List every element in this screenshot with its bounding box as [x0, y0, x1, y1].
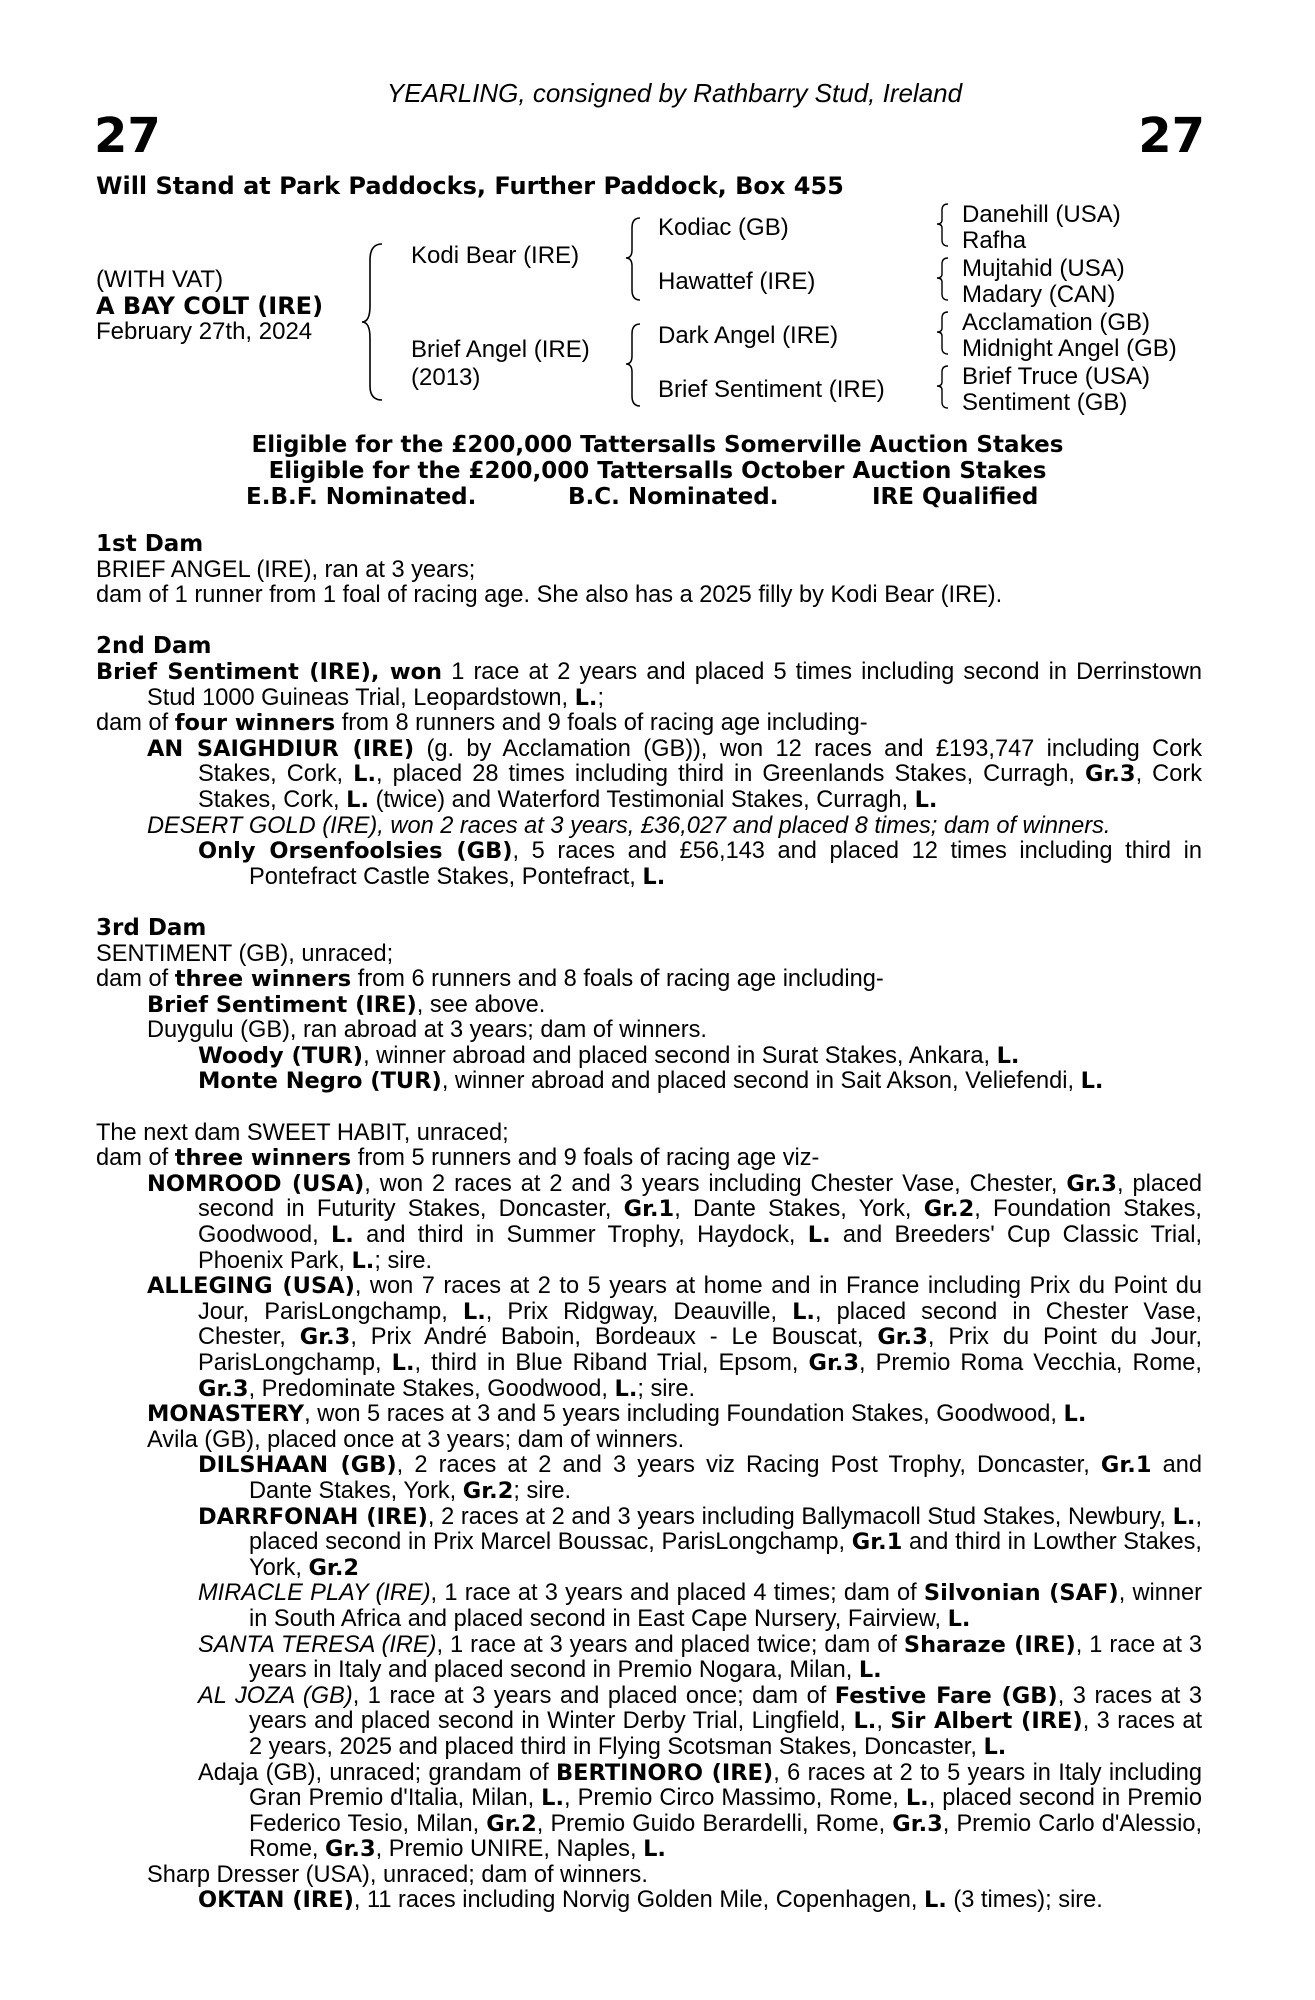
sharp-dresser-entry: Sharp Dresser (USA), unraced; dam of winners. — [147, 1861, 648, 1888]
pedigree-g3-2: Rafha — [962, 227, 1027, 254]
miracle-play-entry: MIRACLE PLAY (IRE), 1 race at 3 years and placed 4 times; dam of Silvonian (SAF), winner in South Africa and placed second in East Cape Nursery, Fairview, L. — [198, 1580, 1202, 1632]
pedigree-notes — [96, 532, 1202, 1914]
pedigree-g3-4: Madary (CAN) — [962, 281, 1116, 308]
pedigree-dam-dam: Brief Sentiment (IRE) — [658, 376, 885, 403]
monastery-entry: MONASTERY, won 5 races at 3 and 5 years including Foundation Stakes, Goodwood, L. — [147, 1401, 1087, 1428]
foaling-date: February 27th, 2024 — [96, 318, 313, 345]
pedigree-brace-main — [360, 240, 390, 405]
third-dam-line1: SENTIMENT (GB), unraced; — [96, 940, 394, 967]
nomrood-entry: NOMROOD (USA), won 2 races at 2 and 3 years including Chester Vase, Chester, Gr.3, placed second in Futurity Stakes, Doncaster, Gr.1, Dante Stakes, York, Gr.2, Foundation Stakes, Goodwood, L. and third in Summer Trophy, Haydock, L. and Breeders' Cup Classic Trial, Phoenix Park, L.; sire. — [147, 1170, 1203, 1274]
pedigree-sire: Kodi Bear (IRE) — [411, 242, 580, 269]
avila-entry: Avila (GB), placed once at 3 years; dam of winners. — [147, 1426, 685, 1453]
bc-nominated: B.C. Nominated. — [568, 484, 779, 510]
first-dam-line2: dam of 1 runner from 1 foal of racing age. She also has a 2025 filly by Kodi Bear (IRE). — [96, 582, 1003, 609]
third-dam-heading: 3rd Dam — [96, 914, 207, 941]
duygulu-entry: Duygulu (GB), ran abroad at 3 years; dam of winners. — [147, 1017, 707, 1044]
pedigree-dam: Brief Angel (IRE) — [411, 336, 590, 363]
brief-sentiment-ref: Brief Sentiment (IRE), see above. — [147, 991, 546, 1018]
pedigree-g3-6: Midnight Angel (GB) — [962, 335, 1177, 362]
pedigree-dam-year: (2013) — [411, 364, 481, 391]
first-dam-line1: BRIEF ANGEL (IRE), ran at 3 years; — [96, 556, 476, 583]
pedigree-g3-1: Danehill (USA) — [962, 201, 1121, 228]
santa-teresa-entry: SANTA TERESA (IRE), 1 race at 3 years and placed twice; dam of Sharaze (IRE), 1 race at 3 years in Italy and placed second in Premio Nogara, Milan, L. — [198, 1631, 1202, 1684]
ire-qualified: IRE Qualified — [872, 484, 1039, 510]
first-dam-heading: 1st Dam — [96, 531, 204, 557]
next-dam-produce: dam of three winners from 5 runners and 9 foals of racing age viz- — [96, 1145, 820, 1172]
woody-entry: Woody (TUR), winner abroad and placed second in Surat Stakes, Ankara, L. — [198, 1042, 1020, 1069]
pedigree-sire-dam: Hawattef (IRE) — [658, 268, 816, 295]
only-orsenfoolsies-entry: Only Orsenfoolsies (GB), 5 races and £56,143 and placed 12 times including third in Pontefract Castle Stakes, Pontefract, L. — [198, 838, 1202, 890]
monte-negro-entry: Monte Negro (TUR), winner abroad and placed second in Sait Akson, Veliefendi, L. — [198, 1068, 1104, 1095]
pedigree-g3-7: Brief Truce (USA) — [962, 363, 1151, 390]
pedigree-brace-sire — [624, 214, 646, 304]
second-dam-heading: 2nd Dam — [96, 633, 212, 660]
alleging-entry: ALLEGING (USA), won 7 races at 2 to 5 years at home and in France including Prix du Point du Jour, ParisLongchamp, L., Prix Ridgway, Deauville, L., placed second in Chester Vase, Chester, Gr.3, Prix André Baboin, Bordeaux - Le Bouscat, Gr.3, Prix du Point du Jour, ParisLongchamp, L., third in Blue Riband Trial, Epsom, Gr.3, Premio Roma Vecchia, Rome, Gr.3, Predominate Stakes, Goodwood, L.; sire. — [147, 1273, 1202, 1402]
pedigree-g3-5: Acclamation (GB) — [962, 309, 1151, 336]
next-dam-line1: The next dam SWEET HABIT, unraced; — [96, 1119, 509, 1146]
desert-gold-entry: DESERT GOLD (IRE), won 2 races at 3 years, £36,027 and placed 8 times; dam of winners. — [147, 812, 1111, 839]
second-dam-produce: dam of four winners from 8 runners and 9 foals of racing age including- — [96, 710, 868, 737]
al-joza-entry: AL JOZA (GB), 1 race at 3 years and placed once; dam of Festive Fare (GB), 3 races at 3 years and placed second in Winter Derby Trial, Lingfield, L., Sir Albert (IRE), 3 races at 2 years, 2025 and placed third in Flying Scotsman Stakes, Doncaster, L. — [198, 1682, 1202, 1760]
vat-note: (WITH VAT) — [96, 266, 224, 293]
pedigree-g3-8: Sentiment (GB) — [962, 389, 1128, 416]
oktan-entry: OKTAN (IRE), 11 races including Norvig Golden Mile, Copenhagen, L. (3 times); sire. — [198, 1887, 1103, 1914]
eligibility-october: Eligible for the £200,000 Tattersalls October Auction Stakes — [268, 458, 1047, 484]
ebf-nominated: E.B.F. Nominated. — [246, 484, 477, 510]
horse-name: A BAY COLT (IRE) — [96, 292, 324, 320]
lot-number-left: 27 — [94, 108, 161, 164]
eligibility-somerville: Eligible for the £200,000 Tattersalls Somerville Auction Stakes — [251, 432, 1064, 458]
pedigree-brace-dam — [624, 320, 646, 410]
an-saighdiur-entry: AN SAIGHDIUR (IRE) (g. by Acclamation (GB)), won 12 races and £193,747 including Cork Stakes, Cork, L., placed 28 times including third in Greenlands Stakes, Curragh, Gr.3, Cork Stakes, Cork, L. (twice) and Waterford Testimonial Stakes, Curragh, L. — [147, 735, 1202, 813]
stand-location: Will Stand at Park Paddocks, Further Paddock, Box 455 — [96, 172, 844, 200]
pedigree-dam-sire: Dark Angel (IRE) — [658, 322, 839, 349]
second-dam-entry: Brief Sentiment (IRE), won 1 race at 2 years and placed 5 times including second in Derrinstown Stud 1000 Guineas Trial, Leopardstown, L.; — [96, 658, 1202, 711]
pedigree-g3-3: Mujtahid (USA) — [962, 255, 1125, 282]
pedigree-braces-outer — [934, 200, 954, 422]
darrfonah-entry: DARRFONAH (IRE), 2 races at 2 and 3 years including Ballymacoll Stud Stakes, Newbury, L., placed second in Prix Marcel Boussac, ParisLongchamp, Gr.1 and third in Lowther Stakes, York, Gr.2 — [198, 1503, 1203, 1581]
third-dam-produce: dam of three winners from 6 runners and 8 foals of racing age including- — [96, 966, 884, 993]
dilshaan-entry: DILSHAAN (GB), 2 races at 2 and 3 years viz Racing Post Trophy, Doncaster, Gr.1 and Dante Stakes, York, Gr.2; sire. — [198, 1452, 1202, 1504]
consignment-title: YEARLING, consigned by Rathbarry Stud, Ireland — [386, 78, 963, 108]
pedigree-sire-sire: Kodiac (GB) — [658, 214, 789, 241]
lot-number-right: 27 — [1138, 108, 1205, 164]
adaja-entry: Adaja (GB), unraced; grandam of BERTINORO (IRE), 6 races at 2 to 5 years in Italy including Gran Premio d'Italia, Milan, L., Premio Circo Massimo, Rome, L., placed second in Premio Federico Tesio, Milan, Gr.2, Premio Guido Berardelli, Rome, Gr.3, Premio Carlo d'Alessio, Rome, Gr.3, Premio UNIRE, Naples, L. — [198, 1759, 1202, 1863]
